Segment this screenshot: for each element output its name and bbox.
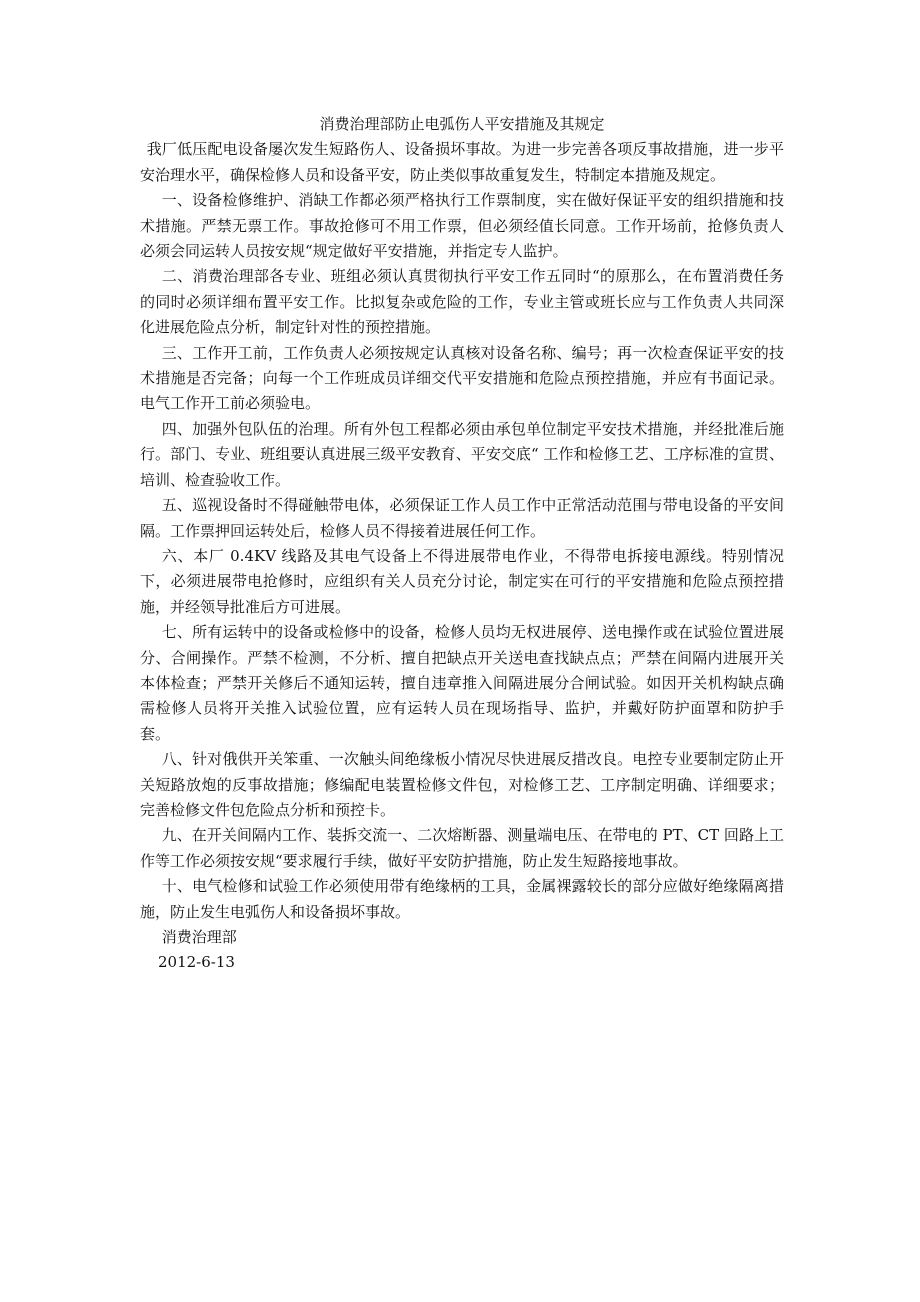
signature-date: 2012-6-13 [158, 953, 235, 972]
rule-item-4: 四、加强外包队伍的治理。所有外包工程都必须由承包单位制定平安技术措施，并经批准后施行。部门、专业、班组要认真进展三级平安教育、平安交底“ 工作和检修工艺、工序标准的宣贯、培训、检查验收工作。 [140, 419, 784, 489]
document-page [140, 112, 784, 976]
rule-item-10: 十、电气检修和试验工作必须使用带有绝缘柄的工具，金属裸露较长的部分应做好绝缘隔离措施，防止发生电弧伤人和设备损坏事故。 [140, 877, 784, 921]
rule-item-9: 九、在开关间隔内工作、装拆交流一、二次熔断器、测量端电压、在带电的 PT、CT 回路上工作等工作必须按安规“要求履行手续，做好平安防护措施，防止发生短路接地事故。 [140, 826, 784, 870]
signature-department: 消费治理部 [161, 928, 237, 946]
intro-paragraph: 我厂低压配电设备屡次发生短路伤人、设备损坏事故。为进一步完善各项反事故措施，进一步平安治理水平，确保检修人员和设备平安，防止类似事故重复发生，特制定本措施及规定。 [140, 140, 784, 184]
document-title: 消费治理部防止电弧伤人平安措施及其规定 [319, 115, 605, 133]
rule-item-2: 二、消费治理部各专业、班组必须认真贯彻执行平安工作五同时“的原那么，在布置消费任务的同时必须详细布置平安工作。比拟复杂或危险的工作，专业主管或班长应与工作负责人共同深化进展危险点分析，制定针对性的预控措施。 [140, 267, 784, 337]
rule-item-8: 八、针对俄供开关笨重、一次触头间绝缘板小情况尽快进展反措改良。电控专业要制定防止开关短路放炮的反事故措施；修编配电装置检修文件包，对检修工艺、工序制定明确、详细要求；完善检修文件包危险点分析和预控卡。 [140, 750, 784, 819]
rule-item-5: 五、巡视设备时不得碰触带电体，必须保证工作人员工作中正常活动范围与带电设备的平安间隔。工作票押回运转处后，检修人员不得接着进展任何工作。 [140, 496, 784, 540]
rule-item-7: 七、所有运转中的设备或检修中的设备，检修人员均无权进展停、送电操作或在试验位置进展分、合闸操作。严禁不检测，不分析、擅自把缺点开关送电查找缺点点；严禁在间隔内进展开关本体检查；严禁开关修后不通知运转，擅自违章推入间隔进展分合闸试验。如因开关机构缺点确需检修人员将开关推入试验位置，应有运转人员在现场指导、监护，并戴好防护面罩和防护手套。 [140, 623, 784, 743]
rule-item-1: 一、设备检修维护、消缺工作都必须严格执行工作票制度，实在做好保证平安的组织措施和技术措施。严禁无票工作。事故抢修可不用工作票，但必须经值长同意。工作开场前，抢修负责人必须会同运转人员按安规“规定做好平安措施，并指定专人监护。 [140, 191, 784, 261]
rule-item-3: 三、工作开工前，工作负责人必须按规定认真核对设备名称、编号；再一次检查保证平安的技术措施是否完备；向每一个工作班成员详细交代平安措施和危险点预控措施，并应有书面记录。电气工作开工前必须验电。 [140, 343, 784, 413]
rule-item-6: 六、本厂 0.4KV 线路及其电气设备上不得进展带电作业，不得带电拆接电源线。特别情况下，必须进展带电抢修时，应组织有关人员充分讨论，制定实在可行的平安措施和危险点预控措施，并经领导批准后方可进展。 [140, 546, 784, 616]
